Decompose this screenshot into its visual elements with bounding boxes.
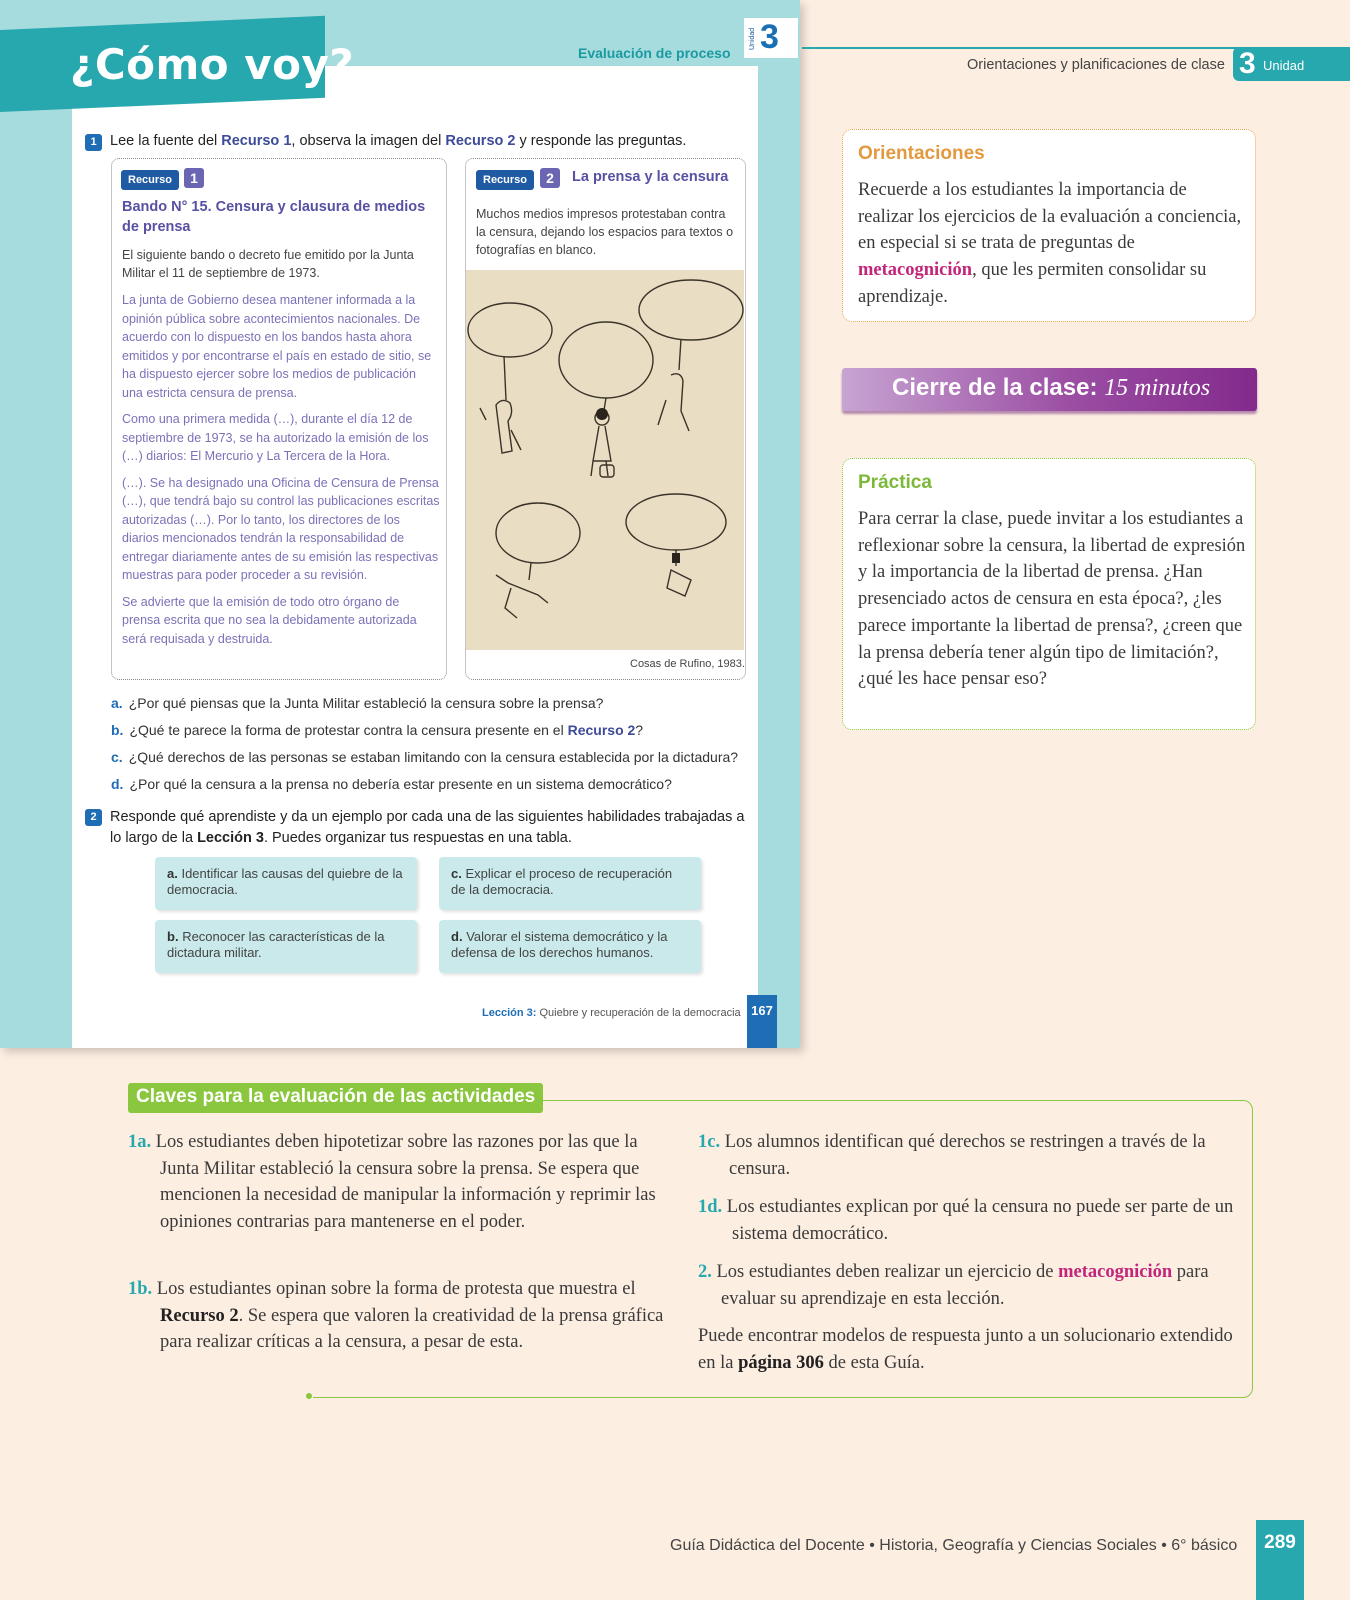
student-page-number: 167 bbox=[747, 995, 777, 1048]
guide-footer: Guía Didáctica del Docente • Historia, Geografía y Ciencias Sociales • 6° básico bbox=[670, 1537, 1238, 1554]
sub-question-a: a. ¿Por qué piensas que la Junta Militar estableció la censura sobre la prensa? bbox=[111, 695, 604, 711]
recurso-2-caption: Cosas de Rufino, 1983. bbox=[630, 658, 745, 670]
question-2-text: Responde qué aprendiste y da un ejemplo por cada una de las siguientes habilidades trabajadas a lo largo de la Lección 3. Puedes organizar tus respuestas en una tabla. bbox=[110, 809, 745, 846]
cartoon-illustration bbox=[466, 270, 744, 650]
clave-1c: 1c. Los alumnos identifican qué derechos se restringen a través de la censura. bbox=[698, 1132, 1206, 1179]
recurso-1-paragraph: La junta de Gobierno desea mantener informada a la opinión pública sobre acontecimientos nacionales. De acuerdo con lo dispuesto en los bandos hasta ahora emitidos y por encontrarse el país en estado de sitio, se ha dispuesto ejercer sobre los medios de publicación una estricta censura de prensa. bbox=[122, 293, 432, 400]
guide-page-number: 289 bbox=[1256, 1520, 1304, 1600]
section-label: Evaluación de proceso bbox=[578, 45, 731, 61]
recurso-1-paragraph: Como una primera medida (…), durante el día 12 de septiembre de 1973, se ha autorizado la emisión de los (…) diarios: El Mercurio y La Tercera de la Hora. bbox=[122, 412, 429, 463]
practica-text: Para cerrar la clase, puede invitar a los estudiantes a reflexionar sobre la censura, la libertad de expresión y la importancia de la libertad de prensa. ¿Han presenciado actos de censura en esta época?, ¿les parece importante la libertad de prensa?, ¿creen que la prensa debería tener algún tipo de limitación?, ¿qué les hace pensar eso? bbox=[858, 509, 1246, 690]
recurso-1-number: 1 bbox=[184, 168, 204, 188]
recurso-1-paragraph: (…). Se ha designado una Oficina de Censura de Prensa (…), que tendrá bajo su control las publicaciones escritas autorizadas (…). Por lo tanto, los directores de los diarios mencionados tendrán la responsabilidad de entregar diariamente antes de su emisión las respectivas muestras para poder proceder a su revisión. bbox=[122, 475, 440, 582]
orientaciones-text: Recuerde a los estudiantes la importancia de realizar los ejercicios de la evaluación a conciencia, en especial si se trata de preguntas de metacognición, que les permiten consolidar su aprendizaje. bbox=[858, 180, 1242, 307]
recurso-1-body bbox=[122, 291, 440, 656]
clave-1b: 1b. Los estudiantes opinan sobre la forma de protesta que muestra el Recurso 2. Se espera que valoren la creatividad de la prensa gráfica para realizar críticas a la censura, a pesar de esta. bbox=[128, 1279, 664, 1353]
clave-2: 2. Los estudiantes deben realizar un ejercicio de metacognición para evaluar su aprendizaje en esta lección. bbox=[698, 1262, 1209, 1309]
sub-question-d: d. ¿Por qué la censura a la prensa no debería estar presente en un sistema democrático? bbox=[111, 776, 672, 792]
practica-title: Práctica bbox=[858, 472, 932, 493]
unit-tab-number: 3 bbox=[760, 18, 779, 56]
clave-1a: 1a. Los estudiantes deben hipotetizar sobre las razones por las que la Junta Militar estableció la censura sobre la prensa. Se espera que mencionen la necesidad de manipular la información y reprimir las opiniones contrarias para mantenerse en el poder. bbox=[128, 1132, 656, 1233]
recurso-1-intro: El siguiente bando o decreto fue emitido por la Junta Militar el 11 de septiembre de 1973. bbox=[122, 248, 414, 280]
sub-question-c: c. ¿Qué derechos de las personas se estaban limitando con la censura establecida por la dictadura? bbox=[111, 749, 739, 765]
question-1-text: Lee la fuente del Recurso 1, observa la imagen del Recurso 2 y responde las preguntas. bbox=[110, 133, 687, 149]
recurso-1-paragraph: Se advierte que la emisión de todo otro órgano de prensa escrita que no sea la debidamente autorizada será requisada y destruida. bbox=[122, 594, 417, 646]
skill-box-b: b. Reconocer las características de la dictadura militar. bbox=[155, 920, 417, 973]
recurso-1-title: Bando N° 15. Censura y clausura de medios de prensa bbox=[122, 199, 426, 235]
cartoon-image bbox=[466, 270, 744, 650]
claves-dot bbox=[306, 1393, 312, 1399]
recurso-2-tag: Recurso bbox=[476, 170, 534, 190]
skill-box-a: a. Identificar las causas del quiebre de la democracia. bbox=[155, 857, 417, 910]
recurso-2-title: La prensa y la censura bbox=[572, 169, 729, 185]
claves-title: Claves para la evaluación de las actividades bbox=[128, 1083, 543, 1113]
unit-tab-label: Unidad bbox=[749, 27, 756, 50]
unit-badge-label: Unidad bbox=[1263, 58, 1305, 73]
skill-box-c: c. Explicar el proceso de recuperación de la democracia. bbox=[439, 857, 701, 910]
question-2-number: 2 bbox=[85, 809, 102, 826]
recurso-2-intro: Muchos medios impresos protestaban contra la censura, dejando los espacios para textos o fotografías en blanco. bbox=[476, 207, 734, 257]
cierre-label: Cierre de la clase: 15 minutos bbox=[892, 374, 1211, 401]
skill-box-d: d. Valorar el sistema democrático y la defensa de los derechos humanos. bbox=[439, 920, 701, 973]
recurso-1-tag: Recurso bbox=[121, 170, 179, 190]
sub-question-b: b. ¿Qué te parece la forma de protestar contra la censura presente en el Recurso 2? bbox=[111, 722, 644, 738]
question-1-number: 1 bbox=[85, 134, 102, 151]
guide-header: Orientaciones y planificaciones de clase bbox=[967, 57, 1225, 73]
unit-badge-number: 3 bbox=[1239, 47, 1256, 80]
lesson-footer: Lección 3: Quiebre y recuperación de la democracia bbox=[482, 1007, 741, 1019]
recurso-2-number: 2 bbox=[540, 168, 560, 188]
clave-closing: Puede encontrar modelos de respuesta junto a un solucionario extendido en la página 306 de esta Guía. bbox=[698, 1326, 1233, 1373]
orientaciones-title: Orientaciones bbox=[858, 143, 985, 164]
clave-1d: 1d. Los estudiantes explican por qué la censura no puede ser parte de un sistema democrático. bbox=[698, 1197, 1234, 1244]
page-title: ¿Cómo voy? bbox=[70, 40, 355, 89]
